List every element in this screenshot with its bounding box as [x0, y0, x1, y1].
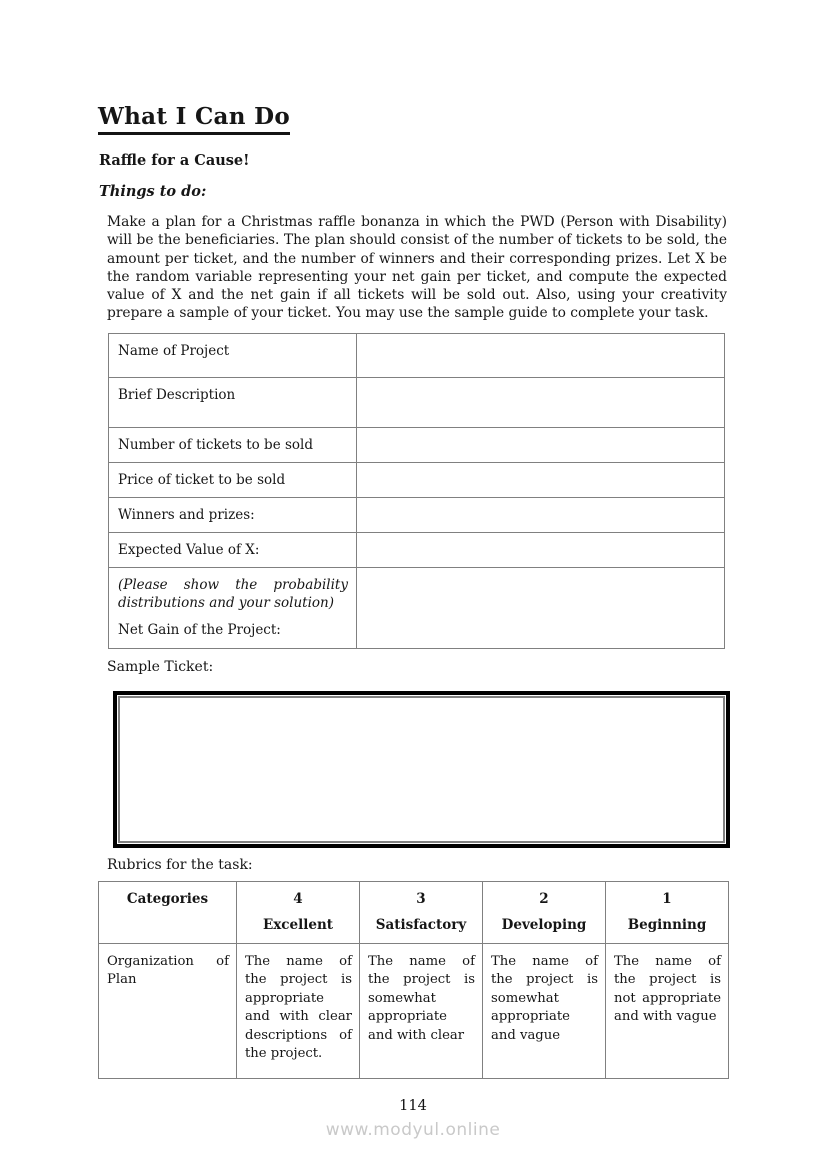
header-label: Developing: [501, 916, 587, 933]
plan-value-cell: [357, 333, 725, 377]
page-number: 114: [399, 1098, 427, 1114]
table-row: [109, 333, 725, 377]
plan-label-cell: [109, 567, 357, 648]
plan-value-cell: [357, 427, 725, 462]
activity-subtitle: Raffle for a Cause!: [99, 152, 250, 169]
plan-label-cell: Winners and prizes:: [109, 497, 357, 532]
plan-value-cell: [357, 567, 725, 648]
header-score: 2: [539, 890, 549, 907]
things-to-do-label: Things to do:: [99, 183, 207, 200]
table-row: [109, 567, 725, 648]
plan-table: [108, 333, 725, 649]
plan-label-cell: Name of Project: [109, 333, 357, 377]
rubrics-header-satisfactory: [360, 881, 483, 943]
sample-ticket-box: [113, 691, 730, 848]
plan-value-cell: [357, 377, 725, 427]
table-row: [109, 462, 725, 497]
rubric-cell-excellent: The name of the project is appropriate and with clear descriptions of the project.: [237, 943, 360, 1078]
sample-ticket-label: Sample Ticket:: [107, 658, 214, 675]
rubric-cell-beginning: The name of the project is not appropriate and with vague: [606, 943, 729, 1078]
rubrics-header-row: [99, 881, 729, 943]
rubric-cell-developing: The name of the project is somewhat appropriate and vague: [483, 943, 606, 1078]
plan-value-cell: [357, 462, 725, 497]
sample-ticket-inner-frame: [118, 696, 725, 843]
rubrics-header-beginning: [606, 881, 729, 943]
header-score: 4: [293, 890, 303, 907]
rubrics-header-developing: [483, 881, 606, 943]
table-row: [109, 427, 725, 462]
table-row: [109, 377, 725, 427]
header-score: 3: [416, 890, 426, 907]
table-row: [109, 497, 725, 532]
probability-note: (Please show the probability distributions and your solution): [118, 576, 348, 611]
header-label: Excellent: [262, 916, 334, 933]
rubric-cell-satisfactory: The name of the project is somewhat appropriate and with clear: [360, 943, 483, 1078]
header-label: Categories: [126, 890, 209, 907]
page-title-text: What I Can Do: [98, 103, 290, 135]
plan-value-cell: [357, 532, 725, 567]
rubrics-body-row: [99, 943, 729, 1078]
page-title: [98, 103, 728, 135]
table-row: [109, 532, 725, 567]
plan-label-cell: Brief Description: [109, 377, 357, 427]
task-instructions: Make a plan for a Christmas raffle bonanza in which the PWD (Person with Disability) will be the beneficiaries. The plan should consist of the number of tickets to be sold, the amount per ticket, and the number of winners and their corresponding prizes. Let X be the random variable representing your net gain per ticket, and compute the expected value of X and the net gain if all tickets will be sold out. Also, using your creativity prepare a sample of your ticket. You may use the sample guide to complete your task.: [107, 214, 727, 322]
header-label: Beginning: [627, 916, 707, 933]
plan-label-cell: Number of tickets to be sold: [109, 427, 357, 462]
rubrics-label: Rubrics for the task:: [107, 856, 253, 873]
watermark: www.modyul.online: [325, 1120, 501, 1140]
rubrics-header-categories: [99, 881, 237, 943]
net-gain-label: Net Gain of the Project:: [118, 621, 281, 638]
plan-label-cell: Expected Value of X:: [109, 532, 357, 567]
rubric-category-cell: Organization of Plan: [99, 943, 237, 1078]
plan-value-cell: [357, 497, 725, 532]
rubrics-header-excellent: [237, 881, 360, 943]
header-score: 1: [662, 890, 672, 907]
rubrics-table: [98, 881, 729, 1079]
plan-label-cell: Price of ticket to be sold: [109, 462, 357, 497]
header-label: Satisfactory: [375, 916, 467, 933]
